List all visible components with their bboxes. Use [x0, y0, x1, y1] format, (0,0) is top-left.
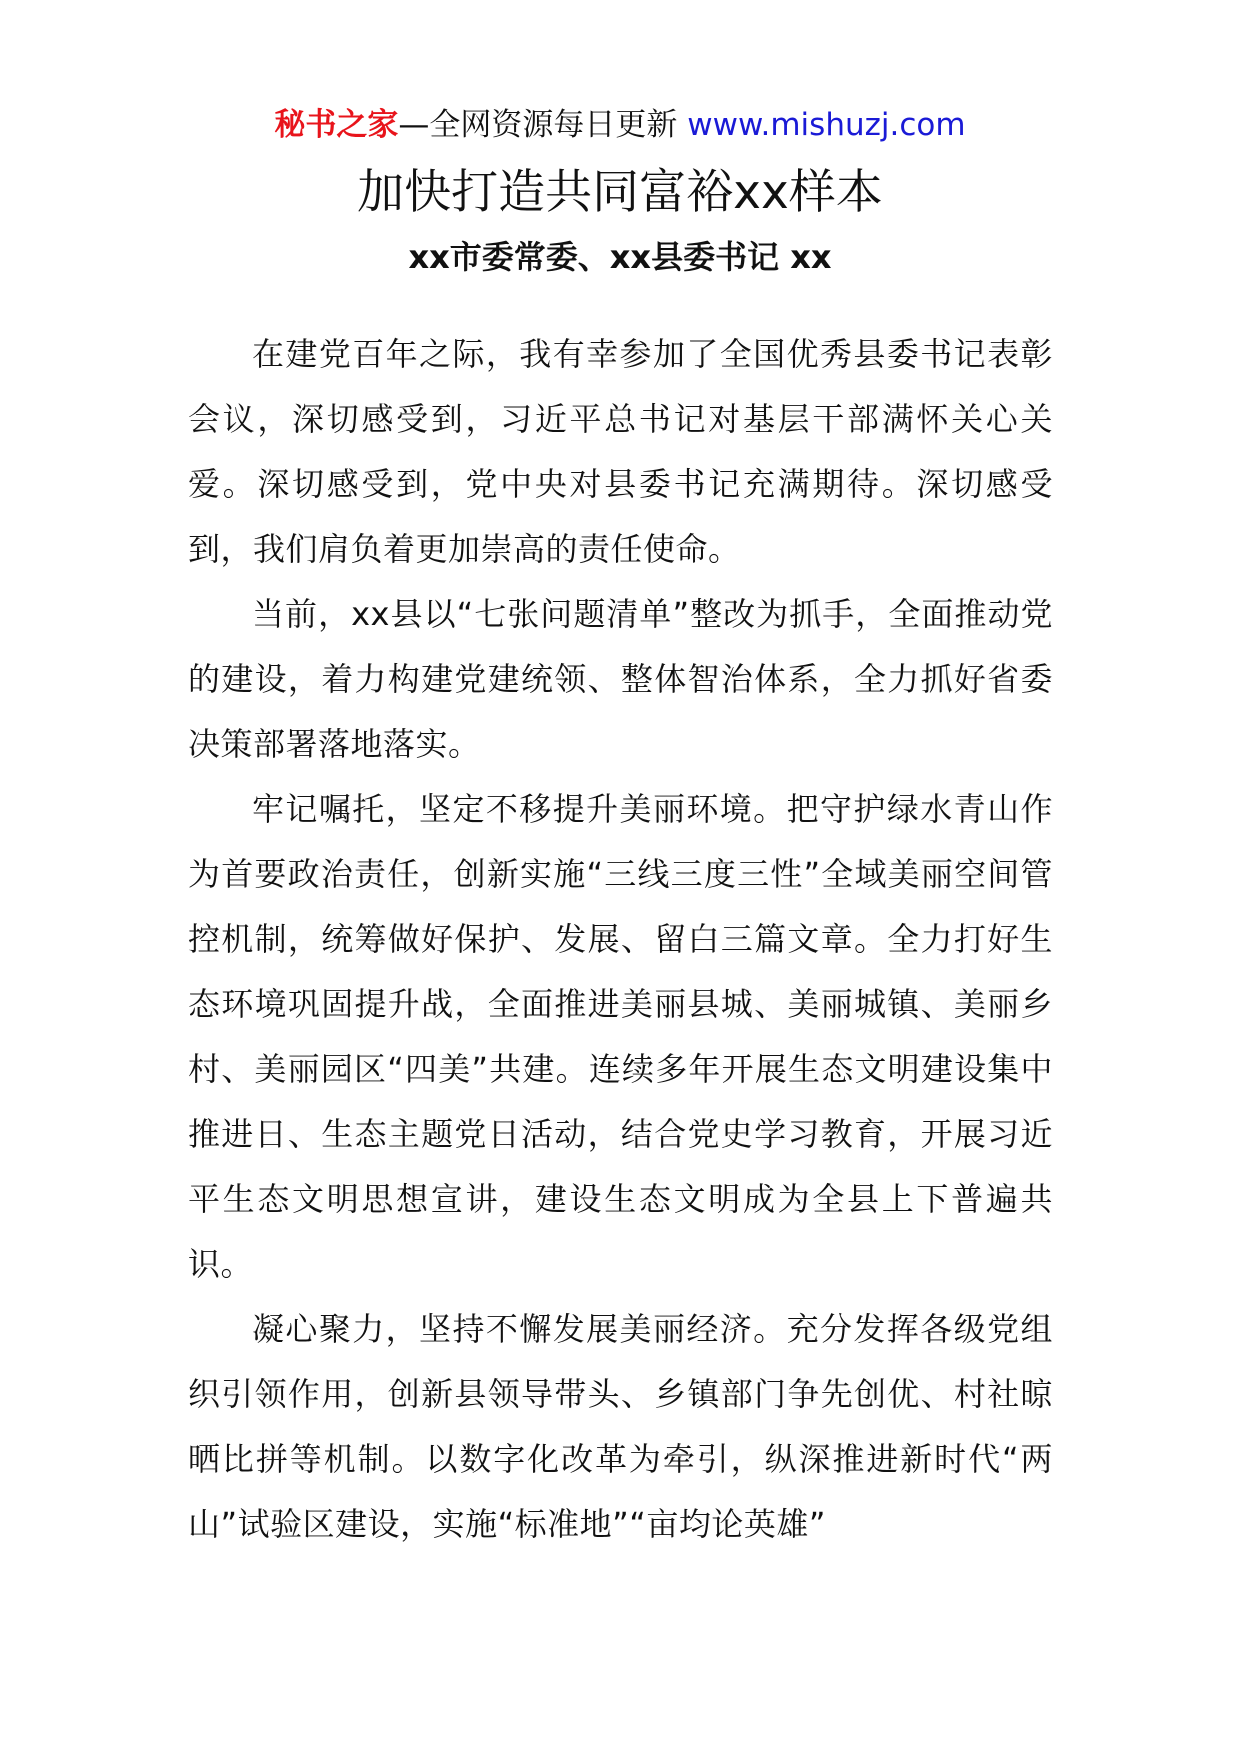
site-url-link[interactable]: www.mishuzj.com — [687, 107, 966, 143]
paragraph-1: 在建党百年之际，我有幸参加了全国优秀县委书记表彰会议，深切感受到，习近平总书记对基层干部满怀关心关爱。深切感受到，党中央对县委书记充满期待。深切感受到，我们肩负着更加崇高的责任使命。 — [188, 335, 1053, 568]
paragraph-2: 当前，xx县以“七张问题清单”整改为抓手，全面推动党的建设，着力构建党建统领、整体智治体系，全力抓好省委决策部署落地落实。 — [188, 595, 1053, 763]
paragraph-4: 凝心聚力，坚持不懈发展美丽经济。充分发挥各级党组织引领作用，创新县领导带头、乡镇部门争先创优、村社晾晒比拼等机制。以数字化改革为牵引，纵深推进新时代“两山”试验区建设，实施“标准地”“亩均论英雄” — [188, 1310, 1053, 1543]
paragraph-3: 牢记嘱托，坚定不移提升美丽环境。把守护绿水青山作为首要政治责任，创新实施“三线三度三性”全域美丽空间管控机制，统筹做好保护、发展、留白三篇文章。全力打好生态环境巩固提升战，全面推进美丽县城、美丽城镇、美丽乡村、美丽园区“四美”共建。连续多年开展生态文明建设集中推进日、生态主题党日活动，结合党史学习教育，开展习近平生态文明思想宣讲，建设生态文明成为全县上下普遍共识。 — [188, 790, 1053, 1283]
document-byline: xx市委常委、xx县委书记 xx — [408, 238, 832, 276]
site-banner — [0, 100, 1240, 150]
document-body — [188, 322, 1053, 1557]
banner-tagline: —全网资源每日更新 — [398, 107, 688, 143]
document-title: 加快打造共同富裕xx样本 — [357, 165, 883, 220]
brand-name: 秘书之家 — [274, 107, 399, 143]
